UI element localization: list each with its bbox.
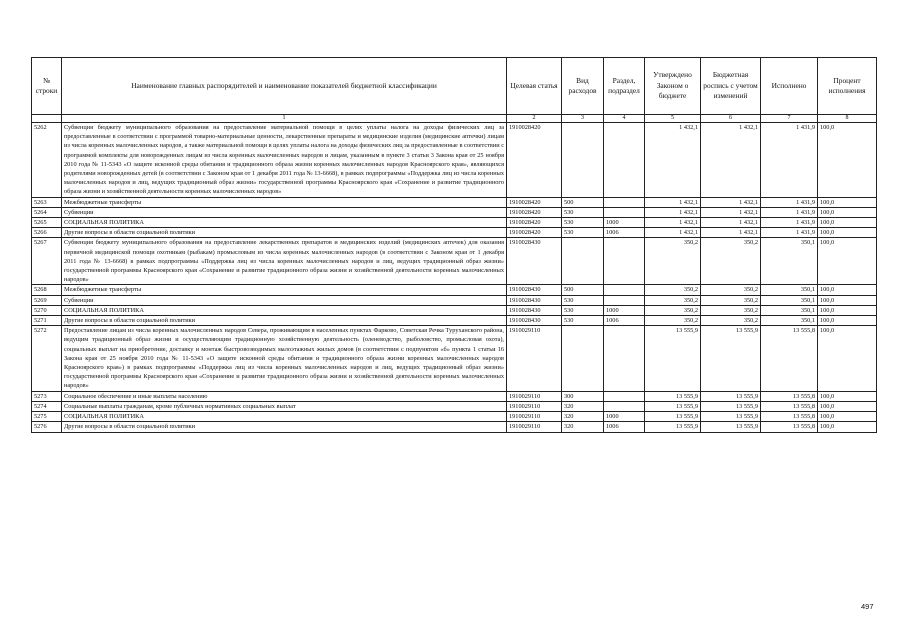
indicator-name: Другие вопросы в области социальной политики xyxy=(62,422,507,432)
header-target: Целевая статья xyxy=(507,58,562,115)
expense-type: 320 xyxy=(562,401,604,411)
header-name: Наименование главных распорядителей и наименование показателей бюджетной классификации xyxy=(62,58,507,115)
row-number: 5274 xyxy=(32,401,62,411)
expense-type: 500 xyxy=(562,285,604,295)
execution-percent: 100,0 xyxy=(818,228,877,238)
executed-amount: 13 555,8 xyxy=(761,412,818,422)
executed-amount: 350,1 xyxy=(761,285,818,295)
target-article: 1910028430 xyxy=(507,316,562,326)
section-subsection: 1000 xyxy=(604,218,645,228)
section-subsection xyxy=(604,285,645,295)
target-article: 1910028430 xyxy=(507,285,562,295)
approved-amount: 350,2 xyxy=(645,285,701,295)
indicator-name: Другие вопросы в области социальной политики xyxy=(62,316,507,326)
row-number: 5275 xyxy=(32,412,62,422)
section-subsection xyxy=(604,123,645,198)
row-number: 5270 xyxy=(32,305,62,315)
execution-percent: 100,0 xyxy=(818,305,877,315)
revised-amount: 1 432,1 xyxy=(701,218,761,228)
target-article: 1910028430 xyxy=(507,238,562,285)
indicator-name: Предоставление лицам из числа коренных малочисленных народов Севера, проживающим в населенных пунктах Фарково, Советская Речка Туруханского района, ведущим традиционный образ жизни и осуществляющим традиционную хозяйственную деятельность (оленеводство, рыболовство, промысловая охота), социальных выплат на приобретение, доставку и монтаж быстровозводимых малоэтажных жилых домов (в соответствии с подпунктом «б» пункта 1 статьи 16 Закона края от 25 ноября 2010 года № 11-5343 «О защите исконной среды обитания и традиционного образа жизни коренных малочисленных народов Красноярского края») в рамках подпрограммы «Поддержка лиц из числа коренных малочисленных народов и лиц, ведущих традиционный образ жизни» государственной программы Красноярского края «Сохранение и развитие традиционного образа жизни и хозяйственной деятельности коренных малочисленных народов» xyxy=(62,326,507,391)
expense-type: 530 xyxy=(562,295,604,305)
revised-amount: 350,2 xyxy=(701,305,761,315)
section-subsection: 1006 xyxy=(604,422,645,432)
revised-amount: 350,2 xyxy=(701,295,761,305)
approved-amount: 1 432,1 xyxy=(645,207,701,217)
row-number: 5264 xyxy=(32,207,62,217)
execution-percent: 100,0 xyxy=(818,295,877,305)
approved-amount: 13 555,9 xyxy=(645,422,701,432)
table-row xyxy=(32,412,877,422)
target-article: 1910028420 xyxy=(507,228,562,238)
header-row-no: № строки xyxy=(32,58,62,115)
execution-percent: 100,0 xyxy=(818,326,877,391)
execution-percent: 100,0 xyxy=(818,285,877,295)
column-number-row xyxy=(32,115,877,123)
row-number: 5272 xyxy=(32,326,62,391)
execution-percent: 100,0 xyxy=(818,401,877,411)
revised-amount: 13 555,9 xyxy=(701,412,761,422)
approved-amount: 350,2 xyxy=(645,295,701,305)
revised-amount: 1 432,1 xyxy=(701,197,761,207)
revised-amount: 1 432,1 xyxy=(701,228,761,238)
execution-percent: 100,0 xyxy=(818,218,877,228)
revised-amount: 1 432,1 xyxy=(701,207,761,217)
target-article: 1910029110 xyxy=(507,412,562,422)
target-article: 1910028420 xyxy=(507,123,562,198)
row-number: 5267 xyxy=(32,238,62,285)
executed-amount: 350,1 xyxy=(761,305,818,315)
target-article: 1910028420 xyxy=(507,207,562,217)
approved-amount: 1 432,1 xyxy=(645,197,701,207)
expense-type: 530 xyxy=(562,228,604,238)
section-subsection: 1000 xyxy=(604,305,645,315)
header-approved: Утверждено Законом о бюджете xyxy=(645,58,701,115)
section-subsection xyxy=(604,401,645,411)
executed-amount: 1 431,9 xyxy=(761,197,818,207)
column-number: 3 xyxy=(562,115,604,123)
expense-type: 320 xyxy=(562,422,604,432)
indicator-name: СОЦИАЛЬНАЯ ПОЛИТИКА xyxy=(62,218,507,228)
executed-amount: 350,1 xyxy=(761,316,818,326)
column-number: 5 xyxy=(645,115,701,123)
expense-type: 300 xyxy=(562,391,604,401)
indicator-name: СОЦИАЛЬНАЯ ПОЛИТИКА xyxy=(62,305,507,315)
column-number xyxy=(32,115,62,123)
expense-type xyxy=(562,326,604,391)
execution-percent: 100,0 xyxy=(818,123,877,198)
indicator-name: Другие вопросы в области социальной политики xyxy=(62,228,507,238)
revised-amount: 13 555,9 xyxy=(701,391,761,401)
row-number: 5276 xyxy=(32,422,62,432)
execution-percent: 100,0 xyxy=(818,391,877,401)
row-number: 5265 xyxy=(32,218,62,228)
target-article: 1910029110 xyxy=(507,391,562,401)
table-row xyxy=(32,207,877,217)
section-subsection xyxy=(604,295,645,305)
expense-type: 320 xyxy=(562,412,604,422)
execution-percent: 100,0 xyxy=(818,422,877,432)
table-row xyxy=(32,197,877,207)
table-row xyxy=(32,285,877,295)
row-number: 5262 xyxy=(32,123,62,198)
row-number: 5273 xyxy=(32,391,62,401)
column-number: 7 xyxy=(761,115,818,123)
section-subsection xyxy=(604,197,645,207)
table-row xyxy=(32,123,877,198)
indicator-name: СОЦИАЛЬНАЯ ПОЛИТИКА xyxy=(62,412,507,422)
table-row xyxy=(32,326,877,391)
expense-type: 530 xyxy=(562,305,604,315)
approved-amount: 13 555,9 xyxy=(645,326,701,391)
approved-amount: 350,2 xyxy=(645,305,701,315)
column-number: 6 xyxy=(701,115,761,123)
table-row xyxy=(32,218,877,228)
indicator-name: Социальные выплаты гражданам, кроме публичных нормативных социальных выплат xyxy=(62,401,507,411)
row-number: 5269 xyxy=(32,295,62,305)
execution-percent: 100,0 xyxy=(818,207,877,217)
executed-amount: 1 431,9 xyxy=(761,207,818,217)
section-subsection xyxy=(604,238,645,285)
table-row xyxy=(32,391,877,401)
row-number: 5268 xyxy=(32,285,62,295)
target-article: 1910028430 xyxy=(507,305,562,315)
approved-amount: 350,2 xyxy=(645,238,701,285)
target-article: 1910029110 xyxy=(507,326,562,391)
header-type: Вид расходов xyxy=(562,58,604,115)
target-article: 1910029110 xyxy=(507,422,562,432)
expense-type: 530 xyxy=(562,218,604,228)
execution-percent: 100,0 xyxy=(818,316,877,326)
table-row xyxy=(32,238,877,285)
indicator-name: Субвенция бюджету муниципального образования на предоставление материальной помощи в целях уплаты налога на доходы физических лиц за предоставленные в соответствии с программой товарно-материальные ценности, лекарственные препараты и медицинские изделия (медицинские аптечки) лицам из числа коренных малочисленных народов, а также материальной помощи в целях уплаты налога на доходы физических лиц за предоставленные в соответствии с программой комплекты для новорожденных лицам из числа коренных малочисленных народов и лицам, указанным в пункте 3 статьи 3 Закона края от 25 ноября 2010 года № 11-5343 «О защите исконной среды обитания и традиционного образа жизни коренных малочисленных народов Красноярского края», являющихся родителями новорожденных детей (в соответствии с Законом края от 1 декабря 2011 года № 13-6668), в рамках подпрограммы «Поддержка лиц из числа коренных малочисленных народов и лиц, ведущих традиционный образ жизни» государственной программы Красноярского края «Сохранение и развитие традиционного образа жизни и хозяйственной деятельности коренных малочисленных народов» xyxy=(62,123,507,198)
indicator-name: Социальное обеспечение и иные выплаты населению xyxy=(62,391,507,401)
executed-amount: 1 431,9 xyxy=(761,228,818,238)
approved-amount: 13 555,9 xyxy=(645,412,701,422)
executed-amount: 1 431,9 xyxy=(761,218,818,228)
executed-amount: 350,1 xyxy=(761,238,818,285)
page-number: 497 xyxy=(861,602,874,611)
table-row xyxy=(32,316,877,326)
budget-sheet xyxy=(31,57,877,433)
header-percent: Процент исполнения xyxy=(818,58,877,115)
revised-amount: 13 555,9 xyxy=(701,326,761,391)
expense-type xyxy=(562,123,604,198)
header-revised: Бюджетная роспись с учетом изменений xyxy=(701,58,761,115)
expense-type: 530 xyxy=(562,316,604,326)
target-article: 1910028420 xyxy=(507,218,562,228)
target-article: 1910029110 xyxy=(507,401,562,411)
executed-amount: 13 555,8 xyxy=(761,391,818,401)
table-row xyxy=(32,305,877,315)
indicator-name: Межбюджетные трансферты xyxy=(62,285,507,295)
approved-amount: 1 432,1 xyxy=(645,228,701,238)
table-row xyxy=(32,401,877,411)
indicator-name: Субвенция бюджету муниципального образования на предоставление лекарственных препаратов и медицинских изделий (медицинских аптечек) для оказания первичной медицинской помощи охотникам (рыбакам) промысловым из числа коренных малочисленных народов (в соответствии с Законом края от 1 декабря 2011 года № 13-6668) в рамках подпрограммы «Поддержка лиц из числа коренных малочисленных народов и лиц, ведущих традиционный образ жизни» государственной программы Красноярского края «Сохранение и развитие традиционного образа жизни и хозяйственной деятельности коренных малочисленных народов» xyxy=(62,238,507,285)
executed-amount: 13 555,8 xyxy=(761,326,818,391)
table-row xyxy=(32,228,877,238)
execution-percent: 100,0 xyxy=(818,197,877,207)
executed-amount: 350,1 xyxy=(761,295,818,305)
section-subsection xyxy=(604,207,645,217)
column-number: 2 xyxy=(507,115,562,123)
table-row xyxy=(32,422,877,432)
executed-amount: 1 431,9 xyxy=(761,123,818,198)
indicator-name: Субвенции xyxy=(62,295,507,305)
section-subsection: 1006 xyxy=(604,316,645,326)
row-number: 5266 xyxy=(32,228,62,238)
indicator-name: Субвенции xyxy=(62,207,507,217)
revised-amount: 350,2 xyxy=(701,316,761,326)
column-number: 4 xyxy=(604,115,645,123)
indicator-name: Межбюджетные трансферты xyxy=(62,197,507,207)
approved-amount: 13 555,9 xyxy=(645,391,701,401)
row-number: 5263 xyxy=(32,197,62,207)
column-number: 1 xyxy=(62,115,507,123)
table-row xyxy=(32,295,877,305)
revised-amount: 350,2 xyxy=(701,238,761,285)
approved-amount: 350,2 xyxy=(645,316,701,326)
executed-amount: 13 555,8 xyxy=(761,422,818,432)
revised-amount: 13 555,9 xyxy=(701,422,761,432)
header-row xyxy=(32,58,877,115)
approved-amount: 1 432,1 xyxy=(645,218,701,228)
expense-type: 500 xyxy=(562,197,604,207)
section-subsection: 1006 xyxy=(604,228,645,238)
expense-type: 530 xyxy=(562,207,604,217)
execution-percent: 100,0 xyxy=(818,412,877,422)
execution-percent: 100,0 xyxy=(818,238,877,285)
section-subsection: 1000 xyxy=(604,412,645,422)
revised-amount: 13 555,9 xyxy=(701,401,761,411)
expense-type xyxy=(562,238,604,285)
budget-table xyxy=(31,57,877,433)
section-subsection xyxy=(604,391,645,401)
column-number: 8 xyxy=(818,115,877,123)
revised-amount: 1 432,1 xyxy=(701,123,761,198)
approved-amount: 1 432,1 xyxy=(645,123,701,198)
row-number: 5271 xyxy=(32,316,62,326)
target-article: 1910028430 xyxy=(507,295,562,305)
header-executed: Исполнено xyxy=(761,58,818,115)
revised-amount: 350,2 xyxy=(701,285,761,295)
executed-amount: 13 555,8 xyxy=(761,401,818,411)
table-body xyxy=(32,123,877,433)
approved-amount: 13 555,9 xyxy=(645,401,701,411)
target-article: 1910028420 xyxy=(507,197,562,207)
section-subsection xyxy=(604,326,645,391)
header-section: Раздел, подраздел xyxy=(604,58,645,115)
